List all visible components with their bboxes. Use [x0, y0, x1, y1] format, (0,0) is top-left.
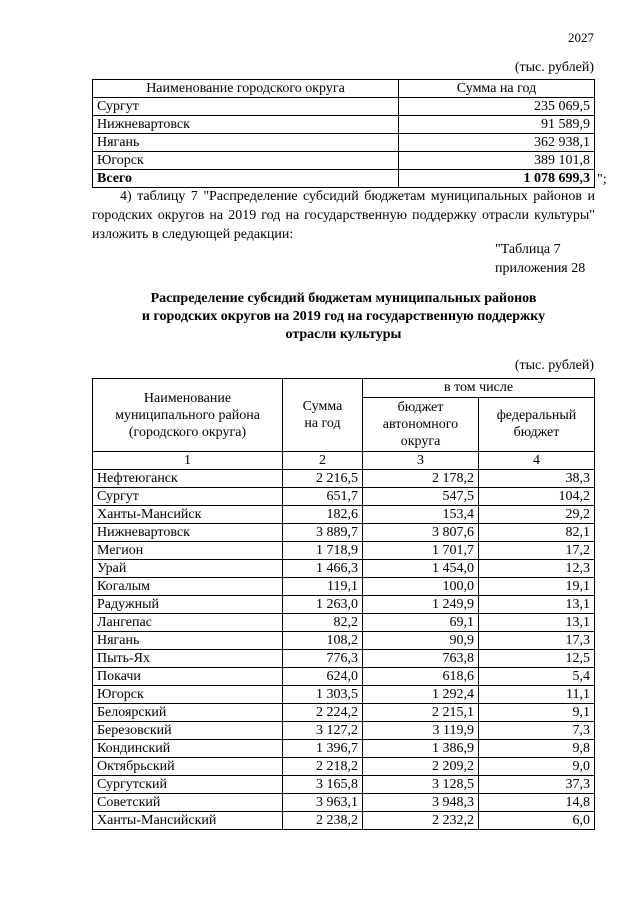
row-value-cell: 5,4 [479, 668, 595, 686]
table2-title [92, 290, 595, 344]
table-row [93, 560, 595, 578]
table2-colnum-1: 1 [93, 452, 283, 470]
table1-total-value: 1 078 699,3 [399, 170, 595, 188]
row-value-cell: 38,3 [479, 470, 595, 488]
row-name-cell: Пыть-Ях [93, 650, 283, 668]
table2-header-auto [363, 397, 479, 452]
row-value-cell: 235 069,5 [399, 98, 595, 116]
row-value-cell: 2 215,1 [363, 704, 479, 722]
row-name-cell: Октябрьский [93, 758, 283, 776]
row-value-cell: 3 119,9 [363, 722, 479, 740]
row-value-cell: 618,6 [363, 668, 479, 686]
table2-colnum-4: 4 [479, 452, 595, 470]
row-name-cell: Нижневартовск [93, 524, 283, 542]
row-value-cell: 1 718,9 [283, 542, 363, 560]
table1-header-name: Наименование городского округа [93, 80, 399, 98]
row-value-cell: 91 589,9 [399, 116, 595, 134]
row-value-cell: 37,3 [479, 776, 595, 794]
table-row [93, 134, 595, 152]
row-value-cell: 69,1 [363, 614, 479, 632]
table-row [93, 632, 595, 650]
table-row [93, 722, 595, 740]
table2-title-line1: Распределение субсидий бюджетам муниципальных районов [150, 291, 537, 306]
row-name-cell: Ханты-Мансийский [93, 812, 283, 830]
table-row [93, 506, 595, 524]
row-value-cell: 104,2 [479, 488, 595, 506]
table2-header-name-line3: (городского округа) [128, 424, 247, 440]
row-name-cell: Советский [93, 794, 283, 812]
row-value-cell: 90,9 [363, 632, 479, 650]
row-value-cell: 624,0 [283, 668, 363, 686]
table-ref [495, 240, 585, 278]
table-row [93, 488, 595, 506]
row-name-cell: Нягань [93, 632, 283, 650]
row-value-cell: 1 701,7 [363, 542, 479, 560]
row-value-cell: 17,3 [479, 632, 595, 650]
row-value-cell: 547,5 [363, 488, 479, 506]
table2 [92, 378, 595, 830]
row-value-cell: 9,1 [479, 704, 595, 722]
row-value-cell: 13,1 [479, 614, 595, 632]
row-value-cell: 1 303,5 [283, 686, 363, 704]
row-value-cell: 651,7 [283, 488, 363, 506]
row-value-cell: 776,3 [283, 650, 363, 668]
amendment-paragraph [92, 187, 595, 244]
row-value-cell: 119,1 [283, 578, 363, 596]
row-value-cell: 17,2 [479, 542, 595, 560]
row-value-cell: 29,2 [479, 506, 595, 524]
table-row [93, 98, 595, 116]
table-row [93, 650, 595, 668]
table2-units: (тыс. рублей) [514, 358, 594, 373]
table-row [93, 152, 595, 170]
row-value-cell: 3 127,2 [283, 722, 363, 740]
row-value-cell: 1 386,9 [363, 740, 479, 758]
row-value-cell: 3 165,8 [283, 776, 363, 794]
table-row [93, 812, 595, 830]
row-value-cell: 1 249,9 [363, 596, 479, 614]
row-name-cell: Лангепас [93, 614, 283, 632]
row-value-cell: 763,8 [363, 650, 479, 668]
row-value-cell: 100,0 [363, 578, 479, 596]
row-value-cell: 12,3 [479, 560, 595, 578]
row-value-cell: 13,1 [479, 596, 595, 614]
table1-units: (тыс. рублей) [514, 60, 594, 75]
table-row [93, 614, 595, 632]
row-value-cell: 389 101,8 [399, 152, 595, 170]
row-name-cell: Нефтеюганск [93, 470, 283, 488]
row-value-cell: 3 128,5 [363, 776, 479, 794]
row-value-cell: 2 238,2 [283, 812, 363, 830]
row-value-cell: 1 263,0 [283, 596, 363, 614]
row-value-cell: 2 216,5 [283, 470, 363, 488]
table-row [93, 470, 595, 488]
table2-header-sum-line1: Сумма [302, 399, 343, 414]
table2-header-name [93, 379, 283, 452]
row-value-cell: 14,8 [479, 794, 595, 812]
table2-title-line3: отрасли культуры [285, 327, 402, 342]
row-value-cell: 82,1 [479, 524, 595, 542]
table-row [93, 578, 595, 596]
table2-colnum-3: 3 [363, 452, 479, 470]
row-value-cell: 153,4 [363, 506, 479, 524]
table2-header-federal-line1: федеральный [496, 408, 577, 424]
row-name-cell: Урай [93, 560, 283, 578]
row-value-cell: 6,0 [479, 812, 595, 830]
row-value-cell: 7,3 [479, 722, 595, 740]
row-value-cell: 2 218,2 [283, 758, 363, 776]
table-row [93, 740, 595, 758]
row-name-cell: Югорск [93, 686, 283, 704]
table-row [93, 596, 595, 614]
table-row [93, 704, 595, 722]
table2-header-auto-line1: бюджет [397, 399, 444, 415]
table2-colnum-2: 2 [283, 452, 363, 470]
table1-total-label: Всего [93, 170, 399, 188]
row-name-cell: Нягань [93, 134, 399, 152]
table-row [93, 794, 595, 812]
table1-header-row [93, 80, 595, 98]
table2-title-line2: и городских округов на 2019 год на государственную поддержку [141, 309, 546, 324]
row-name-cell: Мегион [93, 542, 283, 560]
table2-header-including: в том числе [363, 379, 595, 398]
row-value-cell: 12,5 [479, 650, 595, 668]
row-value-cell: 11,1 [479, 686, 595, 704]
row-value-cell: 9,0 [479, 758, 595, 776]
row-name-cell: Радужный [93, 596, 283, 614]
table1 [92, 79, 595, 188]
table2-header-sum [283, 379, 363, 452]
row-name-cell: Сургут [93, 98, 399, 116]
row-value-cell: 3 948,3 [363, 794, 479, 812]
row-name-cell: Сургут [93, 488, 283, 506]
table-ref-line2: приложения 28 [495, 261, 586, 276]
row-value-cell: 362 938,1 [399, 134, 595, 152]
table2-header-sum-line2: на год [304, 416, 341, 431]
amendment-text: 4) таблицу 7 "Распределение субсидий бюджетам муниципальных районов и городских округов на 2019 год на государственную поддержку отрасли культуры" изложить в следующей редакции: [92, 189, 595, 242]
table1-tail: "; [597, 172, 607, 187]
table1-total-row [93, 170, 595, 188]
row-value-cell: 1 292,4 [363, 686, 479, 704]
row-name-cell: Покачи [93, 668, 283, 686]
row-value-cell: 1 396,7 [283, 740, 363, 758]
table-row [93, 668, 595, 686]
row-value-cell: 182,6 [283, 506, 363, 524]
table-row [93, 758, 595, 776]
page-number: 2027 [568, 30, 594, 45]
table-row [93, 524, 595, 542]
table-row [93, 542, 595, 560]
table2-header-federal-line2: бюджет [513, 425, 560, 441]
row-value-cell: 3 963,1 [283, 794, 363, 812]
row-value-cell: 1 454,0 [363, 560, 479, 578]
table-ref-line1: "Таблица 7 [495, 242, 561, 257]
table-row [93, 686, 595, 704]
table2-header-auto-line3: округа [400, 433, 441, 449]
table2-header-name-line2: муниципального района [115, 407, 260, 423]
row-name-cell: Югорск [93, 152, 399, 170]
row-name-cell: Кондинский [93, 740, 283, 758]
table2-column-numbers-row [93, 452, 595, 470]
table2-header-name-line1: Наименование [143, 390, 232, 406]
row-name-cell: Ханты-Мансийск [93, 506, 283, 524]
row-value-cell: 2 209,2 [363, 758, 479, 776]
table2-header-row-1 [93, 379, 595, 398]
row-value-cell: 3 807,6 [363, 524, 479, 542]
row-value-cell: 3 889,7 [283, 524, 363, 542]
table2-header-federal [479, 397, 595, 452]
row-value-cell: 82,2 [283, 614, 363, 632]
row-name-cell: Нижневартовск [93, 116, 399, 134]
table2-header-auto-line2: автономного [382, 416, 459, 432]
row-value-cell: 19,1 [479, 578, 595, 596]
row-name-cell: Белоярский [93, 704, 283, 722]
row-name-cell: Когалым [93, 578, 283, 596]
table-row [93, 116, 595, 134]
table1-header-sum: Сумма на год [399, 80, 595, 98]
row-value-cell: 2 232,2 [363, 812, 479, 830]
row-value-cell: 1 466,3 [283, 560, 363, 578]
row-value-cell: 2 178,2 [363, 470, 479, 488]
row-value-cell: 9,8 [479, 740, 595, 758]
row-name-cell: Сургутский [93, 776, 283, 794]
row-value-cell: 108,2 [283, 632, 363, 650]
row-value-cell: 2 224,2 [283, 704, 363, 722]
table-row [93, 776, 595, 794]
row-name-cell: Березовский [93, 722, 283, 740]
